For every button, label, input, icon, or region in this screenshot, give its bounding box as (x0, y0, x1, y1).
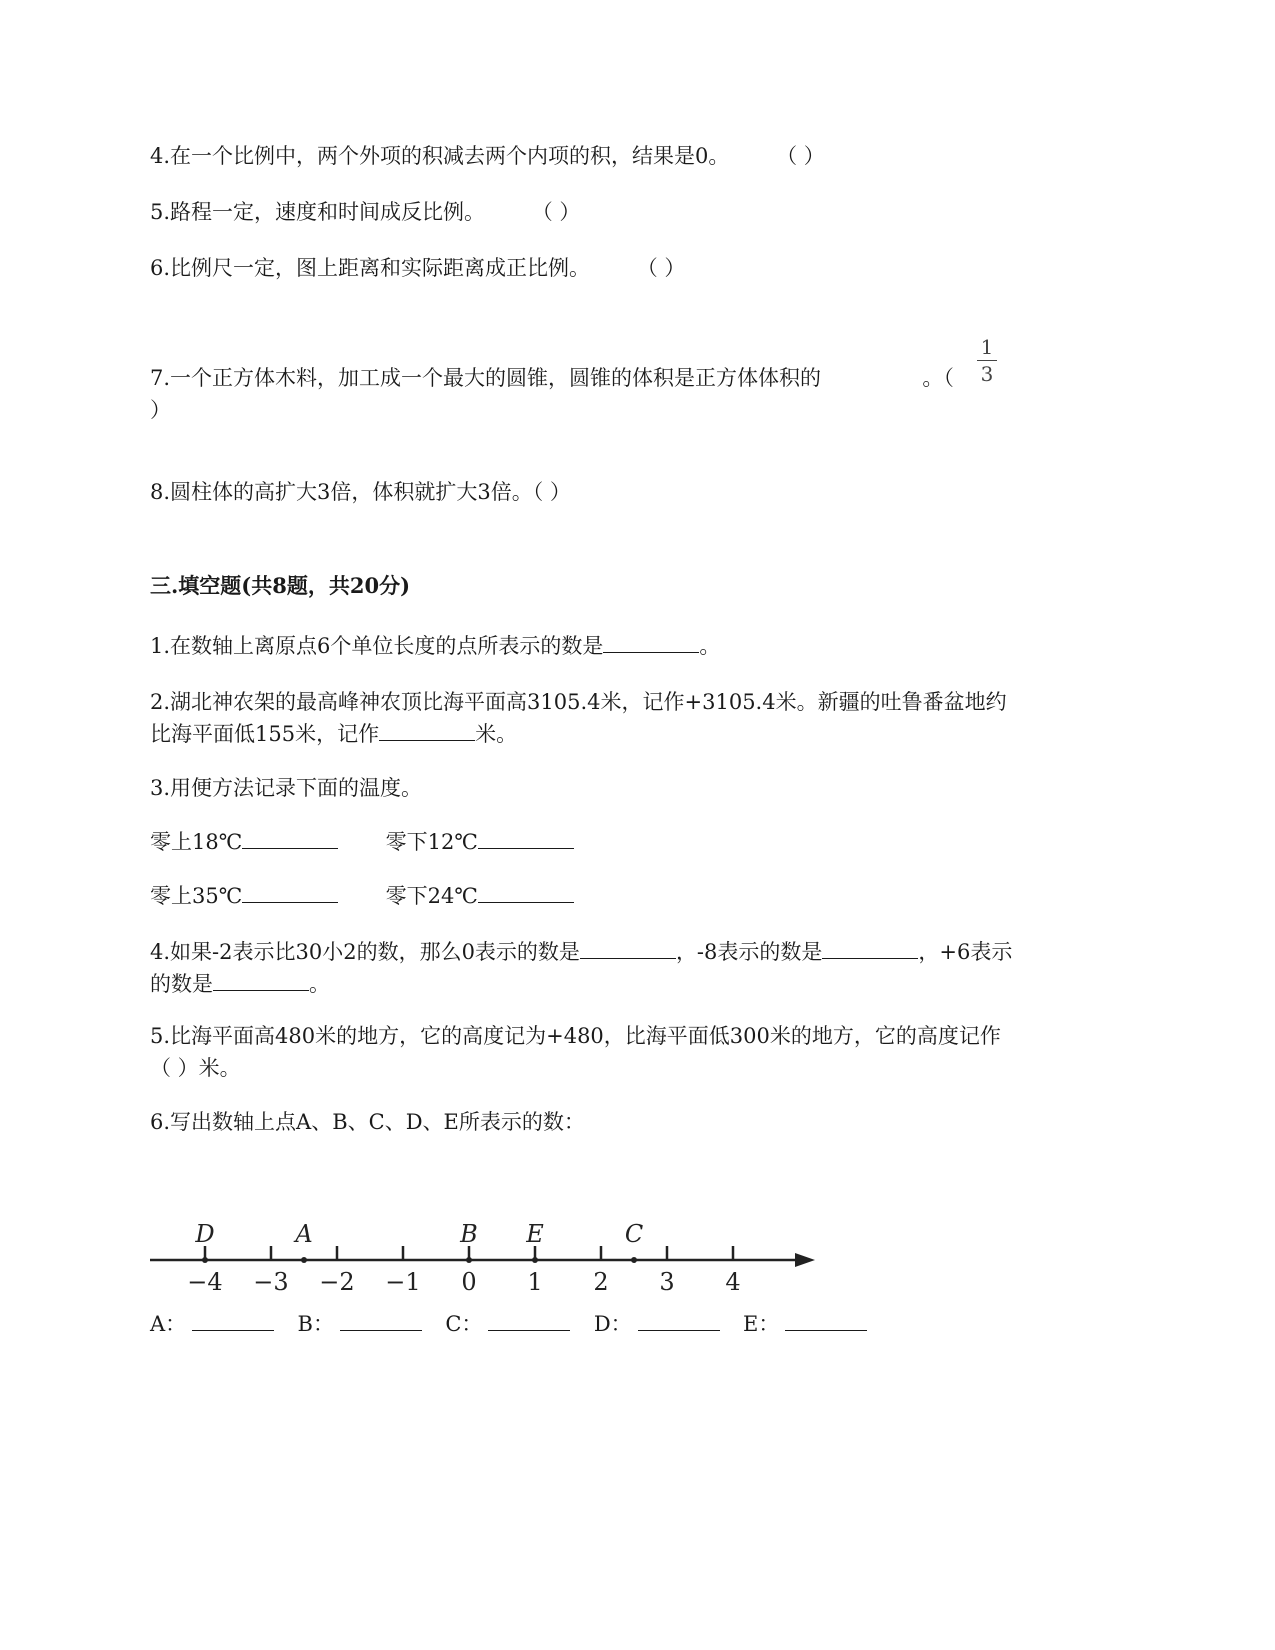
fill-question-2-text: 比海平面低155米，记作 (150, 722, 380, 746)
fill-question-2-unit: 米。 (475, 722, 518, 746)
question-6 (150, 252, 685, 284)
answer-blank[interactable] (478, 826, 574, 849)
answer-blank-d[interactable] (638, 1308, 720, 1331)
fill-question-4-text: 的数是 (150, 972, 213, 996)
tick-label: −1 (385, 1268, 421, 1296)
tick-label: −4 (187, 1268, 223, 1296)
temperature-label: 零上18℃ (150, 830, 243, 854)
fill-question-2: 2.湖北神农架的最高峰神农顶比海平面高3105.4米，记作+3105.4米。新疆的吐鲁番盆地约 (150, 690, 1007, 714)
point-b-marker (466, 1257, 472, 1263)
fill-question-2-line2 (150, 718, 517, 750)
question-4 (150, 140, 825, 172)
answer-label-d: D： (593, 1312, 632, 1336)
tick-label: 4 (725, 1268, 741, 1296)
tick-label: 0 (461, 1268, 477, 1296)
fill-question-4-text: 4.如果-2表示比30小2的数，那么0表示的数是 (150, 940, 580, 964)
question-7-tail: 。（ (922, 366, 954, 390)
answer-blank[interactable] (603, 630, 699, 653)
fraction-numerator: 1 (980, 335, 994, 359)
point-d-marker (202, 1257, 208, 1263)
fill-question-1-end: 。 (699, 634, 721, 658)
answer-row (150, 1308, 867, 1340)
question-7-line2: ） (150, 398, 171, 422)
answer-paren: （ ） (636, 256, 686, 280)
answer-blank-b[interactable] (340, 1308, 422, 1331)
point-a-label: A (295, 1220, 313, 1248)
number-line-figure (150, 1215, 820, 1305)
temperature-label: 零上35℃ (150, 884, 243, 908)
tick-label: 3 (659, 1268, 675, 1296)
answer-label-c: C： (445, 1312, 483, 1336)
answer-blank[interactable] (822, 936, 918, 959)
answer-blank[interactable] (242, 826, 338, 849)
answer-blank-e[interactable] (785, 1308, 867, 1331)
answer-blank[interactable] (478, 880, 574, 903)
fill-question-4-line2 (150, 968, 330, 1000)
answer-label-b: B： (297, 1312, 334, 1336)
fill-question-4-end: 。 (309, 972, 330, 996)
point-e-label: E (526, 1220, 544, 1248)
fill-question-4-text: ，-8表示的数是 (675, 940, 823, 964)
tick-label: −2 (319, 1268, 355, 1296)
fill-question-6: 6.写出数轴上点A、B、C、D、E所表示的数： (150, 1110, 585, 1134)
point-d-label: D (195, 1220, 215, 1248)
answer-blank[interactable] (379, 718, 475, 741)
answer-blank-c[interactable] (488, 1308, 570, 1331)
temperature-label: 零下24℃ (385, 884, 478, 908)
answer-label-e: E： (743, 1312, 780, 1336)
arrow-head-icon (795, 1253, 815, 1267)
answer-paren: （ ） (531, 200, 581, 224)
point-a-marker (301, 1257, 307, 1263)
fill-question-5-line2: （ ）米。 (150, 1056, 241, 1080)
point-e-marker (532, 1257, 538, 1263)
fill-question-1 (150, 630, 720, 662)
point-c-marker (631, 1257, 637, 1263)
answer-blank[interactable] (213, 968, 309, 991)
answer-blank[interactable] (580, 936, 676, 959)
fill-question-1-text: 1.在数轴上离原点6个单位长度的点所表示的数是 (150, 634, 604, 658)
fill-question-4 (150, 936, 1012, 968)
answer-paren: （ ） (776, 144, 825, 168)
question-6-text: 6.比例尺一定，图上距离和实际距离成正比例。 (150, 256, 591, 280)
fill-question-5: 5.比海平面高480米的地方，它的高度记为+480，比海平面低300米的地方，它的高度记作 (150, 1024, 1001, 1048)
point-b-label: B (460, 1220, 478, 1248)
answer-label-a: A： (150, 1312, 187, 1336)
fraction-one-third (975, 336, 999, 385)
question-7-text: 7.一个正方体木料，加工成一个最大的圆锥，圆锥的体积是正方体体积的 (150, 366, 822, 390)
question-7 (150, 362, 954, 394)
tick-label: 2 (593, 1268, 609, 1296)
section-title: 三.填空题(共8题，共20分) (150, 573, 411, 598)
fill-question-4-text: ，+6表示 (918, 940, 1013, 964)
tick-label: −3 (253, 1268, 289, 1296)
question-5-text: 5.路程一定，速度和时间成反比例。 (150, 200, 486, 224)
answer-blank-a[interactable] (192, 1308, 274, 1331)
answer-blank[interactable] (242, 880, 338, 903)
question-8: 8.圆柱体的高扩大3倍，体积就扩大3倍。（ ） (150, 480, 571, 504)
fill-question-3: 3.用便方法记录下面的温度。 (150, 776, 423, 800)
question-4-text: 4.在一个比例中，两个外项的积减去两个内项的积，结果是0。 (150, 144, 730, 168)
question-5 (150, 196, 580, 228)
temperature-row-2 (150, 880, 574, 912)
tick-label: 1 (527, 1268, 543, 1296)
temperature-label: 零下12℃ (385, 830, 478, 854)
fraction-denominator: 3 (980, 362, 994, 386)
temperature-row-1 (150, 826, 574, 858)
point-c-label: C (624, 1220, 644, 1248)
